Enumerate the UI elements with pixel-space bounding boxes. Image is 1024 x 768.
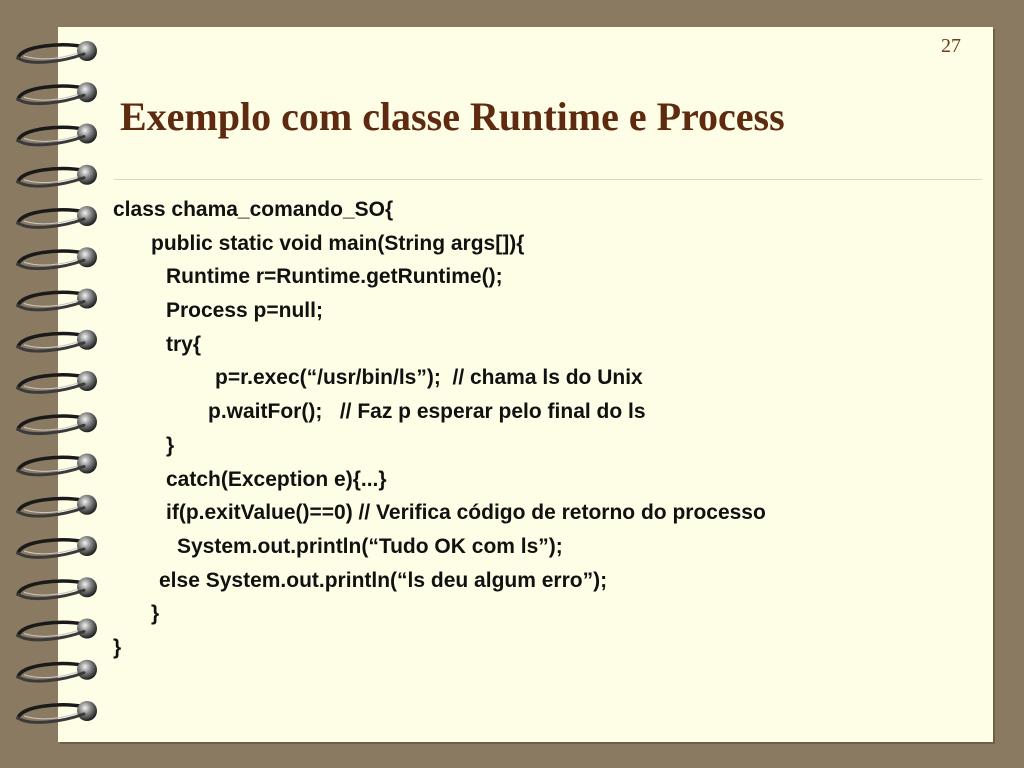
slide-number: 27 [941,35,961,57]
code-line: try{ [166,332,202,356]
code-line: Process p=null; [166,299,323,323]
code-line: } [166,433,175,457]
code-line: p=r.exec(“/usr/bin/ls”); // chama ls do Unix [215,366,643,390]
notebook-page [58,27,993,742]
code-line: catch(Exception e){...} [166,467,387,491]
code-line: if(p.exitValue()==0) // Verifica código de retorno do processo [166,501,766,525]
code-block [113,193,766,665]
code-line: public static void main(String args[]){ [151,231,525,255]
code-line: System.out.println(“Tudo OK com ls”); [177,534,563,558]
code-line: } [151,602,160,626]
code-line: else System.out.println(“ls deu algum erro”); [159,568,608,592]
slide-title: Exemplo com classe Runtime e Process [120,94,785,139]
code-line: class chama_comando_SO{ [113,198,394,221]
title-divider [114,179,982,180]
code-line: p.waitFor(); // Faz p esperar pelo final do ls [208,400,646,424]
code-line: Runtime r=Runtime.getRuntime(); [166,265,503,289]
code-line: } [113,635,122,659]
